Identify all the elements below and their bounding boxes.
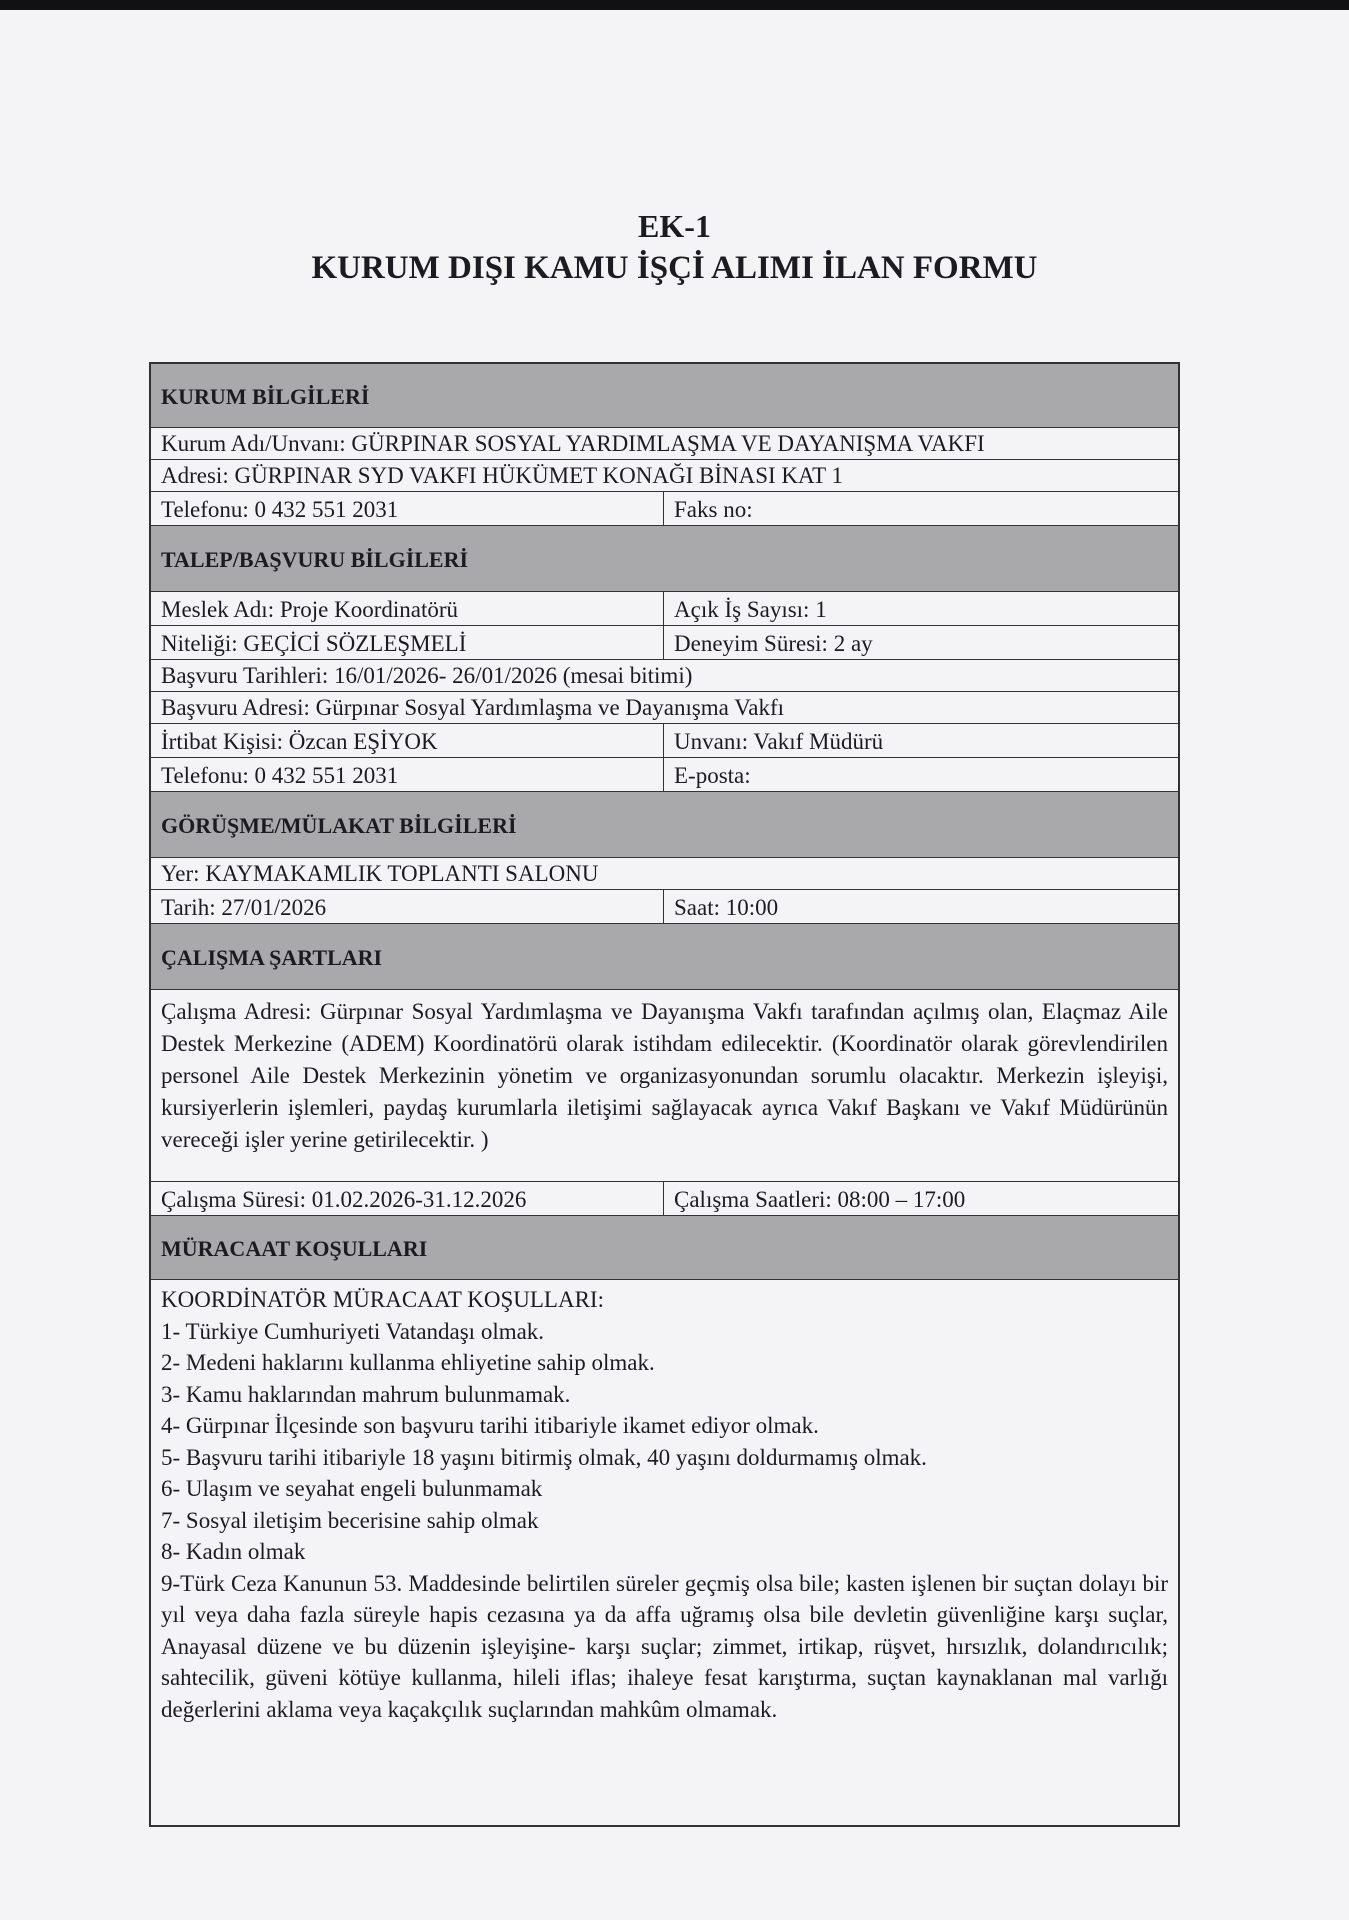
irtibat-unvan: Unvanı: Vakıf Müdürü bbox=[674, 729, 884, 754]
basvuru-tarihleri: Başvuru Tarihleri: 16/01/2026- 26/01/2026 (mesai bitimi) bbox=[161, 663, 693, 688]
condition-item: 6- Ulaşım ve seyahat engeli bulunmamak bbox=[161, 1476, 543, 1501]
kurum-faks: Faks no: bbox=[674, 497, 753, 522]
condition-item: 2- Medeni haklarını kullanma ehliyetine sahip olmak. bbox=[161, 1350, 655, 1375]
form-title: KURUM DIŞI KAMU İŞÇİ ALIMI İLAN FORMU bbox=[311, 250, 1038, 286]
row-niteligi bbox=[151, 626, 1178, 660]
row-kurum-adres bbox=[151, 460, 1178, 492]
section-header-gorusme bbox=[151, 792, 1178, 858]
announcement-form bbox=[149, 362, 1180, 1827]
gorusme-yer: Yer: KAYMAKAMLIK TOPLANTI SALONU bbox=[161, 861, 599, 886]
row-irtibat bbox=[151, 724, 1178, 758]
conditions-list bbox=[151, 1280, 1178, 1825]
row-kurum-adi bbox=[151, 428, 1178, 460]
talep-telefon: Telefonu: 0 432 551 2031 bbox=[151, 758, 664, 791]
section-header-talep bbox=[151, 526, 1178, 592]
gorusme-tarih: Tarih: 27/01/2026 bbox=[151, 890, 664, 923]
kurum-adres: Adresi: GÜRPINAR SYD VAKFI HÜKÜMET KONAĞI BİNASI KAT 1 bbox=[161, 463, 843, 488]
section-title: GÖRÜŞME/MÜLAKAT BİLGİLERİ bbox=[161, 812, 517, 838]
row-calisma-suresi bbox=[151, 1182, 1178, 1216]
section-header-muracaat bbox=[151, 1216, 1178, 1280]
basvuru-adresi: Başvuru Adresi: Gürpınar Sosyal Yardımlaşma ve Dayanışma Vakfı bbox=[161, 695, 785, 720]
section-title: TALEP/BAŞVURU BİLGİLERİ bbox=[161, 546, 469, 572]
condition-item: 4- Gürpınar İlçesinde son başvuru tarihi itibariyle ikamet ediyor olmak. bbox=[161, 1413, 819, 1438]
row-calisma-adresi bbox=[151, 990, 1178, 1182]
niteligi: Niteliği: GEÇİCİ SÖZLEŞMELİ bbox=[151, 626, 664, 659]
row-basvuru-tarihleri bbox=[151, 660, 1178, 692]
section-title: KURUM BİLGİLERİ bbox=[161, 383, 370, 409]
deneyim-suresi: Deneyim Süresi: 2 ay bbox=[674, 631, 873, 656]
condition-item: 3- Kamu haklarından mahrum bulunmamak. bbox=[161, 1381, 571, 1407]
row-kurum-telefon bbox=[151, 492, 1178, 526]
condition-item: 7- Sosyal iletişim becerisine sahip olmak bbox=[161, 1507, 539, 1533]
row-muracaat-kosullari bbox=[151, 1280, 1178, 1825]
section-header-calisma bbox=[151, 924, 1178, 990]
condition-item: 1- Türkiye Cumhuriyeti Vatandaşı olmak. bbox=[161, 1318, 545, 1344]
row-talep-telefon bbox=[151, 758, 1178, 792]
annex-label: EK-1 bbox=[638, 208, 711, 244]
gorusme-saat: Saat: 10:00 bbox=[674, 895, 779, 920]
acik-is-sayisi: Açık İş Sayısı: 1 bbox=[674, 597, 827, 622]
condition-item: 9-Türk Ceza Kanunun 53. Maddesinde belirtilen süreler geçmiş olsa bile; kasten işlenen bir suçtan dolayı bir yıl veya daha fazla süreyle hapis cezasına ya da affa uğramış olsa bile devletin güvenliğine karşı suçlar, Anayasal düzene ve bu düzenin işleyişine- karşı suçlar; zimmet, irtikap, rüşvet, hırsızlık, dolandırıcılık; sahtecilik, güveni kötüye kullanma, hileli iflas; ihaleye fesat karıştırma, suçtan kaynaklanan mal varlığı değerlerini aklama veya kaçakçılık suçlarından mahkûm olmamak. bbox=[161, 1570, 1168, 1722]
meslek-adi: Meslek Adı: Proje Koordinatörü bbox=[151, 592, 664, 625]
calisma-adresi: Çalışma Adresi: Gürpınar Sosyal Yardımlaşma ve Dayanışma Vakfı tarafından açılmış olan, Elaçmaz Aile Destek Merkezine (ADEM) Koordinatörü olarak istihdam edilecektir. (Koordinatör olarak görevlendirilen personel Aile Destek Merkezinin yönetim ve organizasyonundan sorumlu olacaktır. Merkezin işleyişi, kursiyerlerin işlemleri, paydaş kurumlarla iletişimi sağlayacak ayrıca Vakıf Başkanı ve Vakıf Müdürünün vereceği işler yerine getirilecektir. ) bbox=[161, 999, 1168, 1152]
row-meslek bbox=[151, 592, 1178, 626]
kurum-telefon: Telefonu: 0 432 551 2031 bbox=[151, 492, 664, 525]
section-title: ÇALIŞMA ŞARTLARI bbox=[161, 944, 383, 970]
section-title: MÜRACAAT KOŞULLARI bbox=[161, 1235, 428, 1261]
kurum-adi: Kurum Adı/Unvanı: GÜRPINAR SOSYAL YARDIMLAŞMA VE DAYANIŞMA VAKFI bbox=[161, 431, 985, 456]
section-header-kurum bbox=[151, 364, 1178, 428]
row-yer bbox=[151, 858, 1178, 890]
calisma-saatleri: Çalışma Saatleri: 08:00 – 17:00 bbox=[674, 1187, 966, 1212]
calisma-suresi: Çalışma Süresi: 01.02.2026-31.12.2026 bbox=[151, 1182, 664, 1215]
scan-top-edge bbox=[0, 0, 1349, 10]
condition-item: 8- Kadın olmak bbox=[161, 1539, 306, 1564]
irtibat-kisisi: İrtibat Kişisi: Özcan EŞİYOK bbox=[151, 724, 664, 757]
condition-item: 5- Başvuru tarihi itibariyle 18 yaşını bitirmiş olmak, 40 yaşını doldurmamış olmak. bbox=[161, 1444, 927, 1470]
conditions-intro: KOORDİNATÖR MÜRACAAT KOŞULLARI: bbox=[161, 1287, 604, 1312]
row-basvuru-adresi bbox=[151, 692, 1178, 724]
row-tarih bbox=[151, 890, 1178, 924]
talep-eposta: E-posta: bbox=[674, 763, 751, 788]
